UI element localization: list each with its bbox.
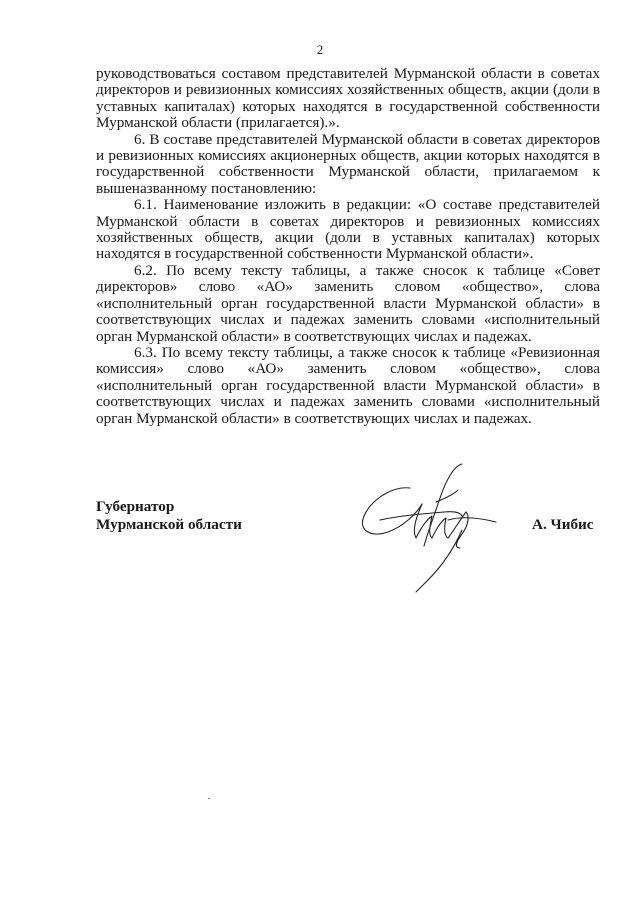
signatory-title-line-1: Губернатор [96, 498, 175, 515]
paragraph-item-6-2: 6.2. По всему тексту таблицы, а также сносок к таблице «Совет директоров» слово «АО» заменить словом «общество», слова «исполнительный орган государственной власти Мурманской области» в соответствующих числах и падежах заменить словами «исполнительный орган Мурманской области» в соответствующих числах и падежах. [96, 261, 600, 345]
paragraph-item-6-1: 6.1. Наименование изложить в редакции: «О составе представителей Мурманской области в советах директоров и ревизионных комиссиях хозяйственных обществ, акции (доли в уставных капиталах) которых находятся в государственной собственности Мурманской области». [96, 196, 600, 263]
handwritten-signature [350, 458, 525, 598]
page-number: 2 [316, 42, 324, 57]
signatory-title-line-2: Мурманской области [96, 516, 242, 533]
signatory-name: А. Чибис [532, 516, 594, 533]
document-body [96, 66, 600, 427]
paragraph-item-6: 6. В составе представителей Мурманской области в советах директоров и ревизионных комиссиях акционерных обществ, акции которых находятся в государственной собственности Мурманской области, прилагаемом к вышеназванному постановлению: [96, 130, 600, 197]
scan-speck [208, 798, 210, 799]
signatory-title [96, 498, 242, 534]
paragraph-continuation: руководствоваться составом представителей Мурманской области в советах директоров и ревизионных комиссиях хозяйственных обществ, акции (доли в уставных капиталах) которых находятся в государственной собственности Мурманской области (прилагается).». [96, 65, 600, 132]
paragraph-item-6-3: 6.3. По всему тексту таблицы, а также сносок к таблице «Ревизионная комиссия» слово «АО» заменить словом «общество», слова «исполнительный орган государственной власти Мурманской области» в соответствующих числах и падежах заменить словами «исполнительный орган Мурманской области» в соответствующих числах и падежах. [96, 343, 600, 427]
